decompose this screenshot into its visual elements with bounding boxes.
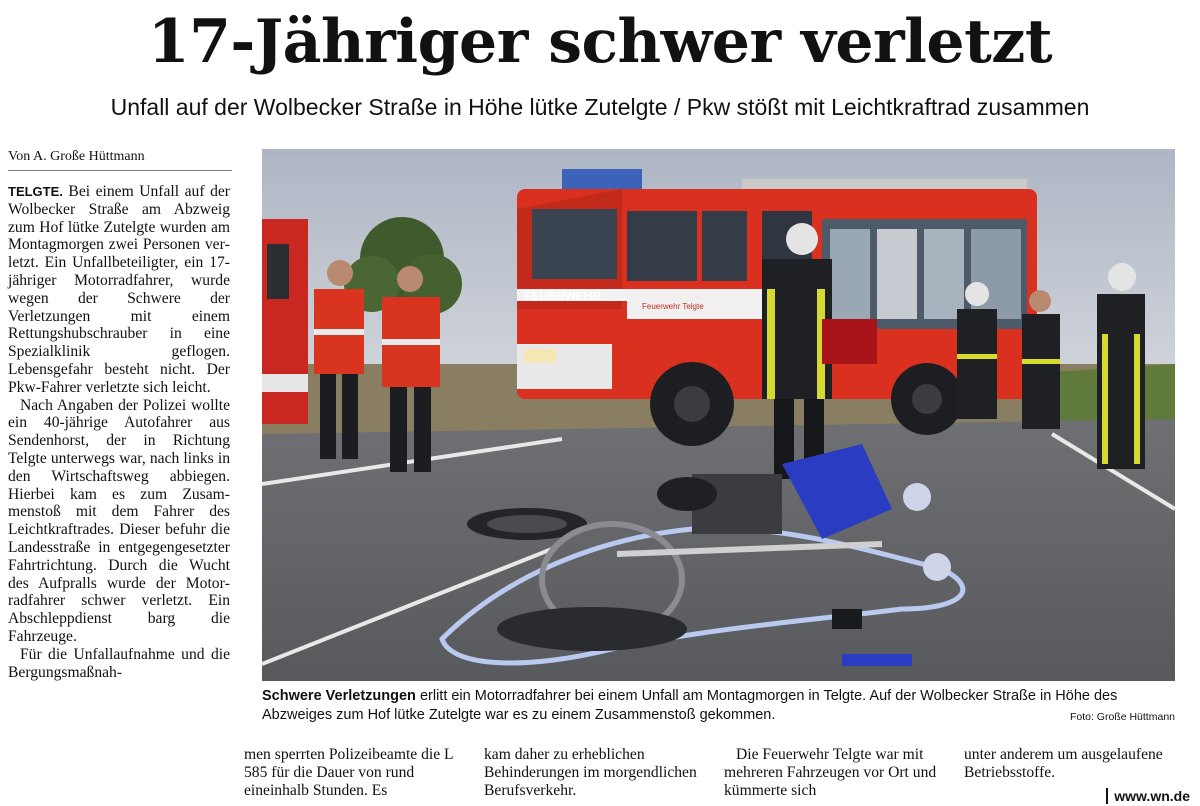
article-column-1 bbox=[8, 183, 230, 681]
paragraph-1 bbox=[8, 183, 230, 397]
headline: 17-Jähriger schwer verletzt bbox=[147, 7, 1053, 77]
photo-credit: Foto: Große Hüttmann bbox=[1069, 711, 1175, 723]
column-4-text: Die Feuerwehr Telgte war mit mehreren Fahrzeugen vor Ort und kümmerte sich bbox=[724, 746, 937, 799]
accident-photo bbox=[262, 149, 1175, 681]
paragraph-3: Für die Unfallaufnahme und die Bergungsmaßnah- bbox=[8, 645, 230, 681]
article-column-4 bbox=[724, 746, 950, 799]
caption-text: erlitt ein Motorradfahrer bei einem Unfall am Montagmorgen in Telgte. Auf der Wolbecker Straße in Höhe des Abzweiges zum Hof lütke Zutelgte war es zu einem Zusammenstoß gekommen. bbox=[262, 688, 1118, 723]
article-column-5 bbox=[964, 746, 1190, 782]
column-2-text: men sperrten Polizeibeamte die L 585 für die Dauer von rund eineinhalb Stunden. Es bbox=[244, 746, 453, 799]
truck-crest-text: Feuerwehr Telgte bbox=[642, 302, 704, 311]
truck-label: FEUERWEHR bbox=[524, 289, 602, 303]
column-5-text: unter anderem um ausgelaufene Betriebsstoffe. bbox=[964, 746, 1163, 781]
caption-title: Schwere Verletzungen bbox=[262, 688, 416, 704]
article-column-3 bbox=[484, 746, 710, 799]
column-3-text: kam daher zu erheblichen Behinderungen im morgendlichen Berufsverkehr. bbox=[484, 746, 697, 799]
paragraph-1-text: Bei einem Unfall auf der Wolbecker Straße am Abzweig zum Hof lütke Zutelgte wurden am Montagmorgen zwei Personen verletzt. Ein Unfallbeteiligter, ein 17-jähriger Motorradfahrer, wurde wegen der Schwere der Verletzungen mit einem Rettungshubschrauber in eine Spezialklinik geflogen. Lebensgefahr besteht nicht. Der Pkw-Fahrer verletzte sich leicht. bbox=[8, 183, 230, 396]
article-column-2 bbox=[244, 746, 470, 799]
photo-caption bbox=[262, 687, 1175, 725]
subheadline: Unfall auf der Wolbecker Straße in Höhe lütke Zutelgte / Pkw stößt mit Leichtkraftrad zusammen bbox=[110, 94, 1090, 120]
byline-divider bbox=[8, 170, 232, 171]
paragraph-2: Nach Angaben der Polizei wollte ein 40-jährige Autofahrer aus Sendenhorst, der in Richtung Telgte unterwegs war, nach links in den Wirtschaftsweg abbiegen. Hierbei kam es zum Zusammenstoß mit dem Fahrer des Leichtkraftrades. Dieser befuhr die Landesstraße in entgegengesetzter Fahrtrichtung. Durch die Wucht des Aufpralls wurde der Motorradfahrer schwer verletzt. Ein Abschleppdienst barg die Fahrzeuge. bbox=[8, 396, 230, 645]
byline: Von A. Große Hüttmann bbox=[8, 149, 145, 164]
dateline: TELGTE. bbox=[8, 184, 63, 199]
left-fire-truck bbox=[262, 219, 308, 424]
website-link[interactable]: www.wn.de bbox=[1106, 788, 1190, 804]
